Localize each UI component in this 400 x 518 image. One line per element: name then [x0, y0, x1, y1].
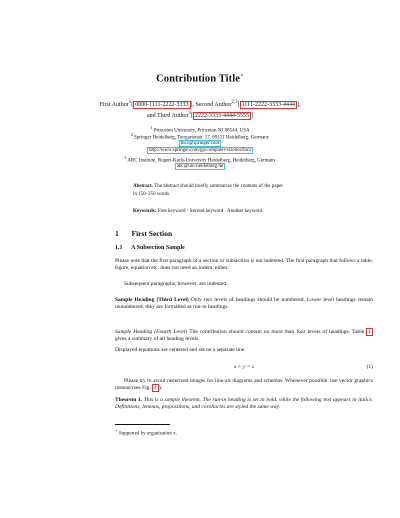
equation-row	[115, 364, 373, 370]
paragraph-2	[115, 281, 373, 288]
second-author-orcid-link[interactable]: 1111-2222-3333-4444	[241, 102, 295, 108]
figure-ref-link[interactable]: 1	[154, 385, 158, 392]
table-ref-link[interactable]: 1	[368, 329, 372, 335]
third-author-orcid-link[interactable]: 2222-3333-4444-5555	[195, 113, 250, 119]
affiliation-3-email-row	[0, 164, 400, 169]
section-number: 1	[115, 229, 119, 238]
fourth-level-heading: Sample Heading (Fourth Level)	[115, 329, 188, 335]
paragraph-4	[115, 329, 373, 343]
section-heading	[115, 229, 172, 238]
footnote-rule	[115, 424, 170, 425]
paragraph-3	[115, 297, 373, 311]
footnote	[115, 428, 177, 437]
affiliation-2-url-row	[0, 148, 400, 153]
affiliation-3-email-link[interactable]: abc@uni-heidelberg.de	[176, 164, 224, 169]
second-author: Second Author	[195, 102, 232, 108]
affiliation-2-url-link[interactable]: http://www.springer.com/gp/computer-science/lncs	[148, 148, 252, 153]
equation-number: (1)	[366, 364, 373, 370]
third-level-heading: Sample Heading (Third Level)	[115, 297, 189, 303]
authors-line-2: and Third Author$^3$[ 2222-3333-4444-5555 ]	[146, 111, 254, 119]
abstract-text: The abstract should briefly summarize the contents of the paper in 150–250 words.	[133, 184, 283, 197]
title-footnote-mark: ⋆	[240, 73, 244, 79]
section-title: First Section	[131, 229, 173, 238]
affiliation-2-email-link[interactable]: lncs@springer.com	[180, 141, 220, 146]
abstract-label: Abstract.	[133, 184, 153, 189]
keywords-text: First keyword · Second keyword · Another keyword	[157, 209, 263, 214]
footnote-text: Supported by organization x.	[118, 431, 177, 437]
paragraph-6-text-b: ).	[159, 385, 163, 392]
third-author: and Third Author	[146, 113, 189, 119]
subsection-number: 1.1	[115, 245, 123, 251]
paragraph-3-text: Only two levels of headings should be numbered. Lower level headings remain unnumbered; they are formatted as run-in headings.	[115, 297, 373, 311]
paragraph-5-text: Displayed equations are centered and set on a separate line.	[115, 347, 246, 353]
paper-title	[0, 72, 400, 85]
subsection-title: A Subsection Sample	[131, 245, 185, 251]
keywords-label: Keywords:	[133, 209, 157, 214]
second-author-sup: 2,3	[231, 100, 238, 105]
affiliation-2-email-row	[0, 141, 400, 146]
paragraph-5	[115, 347, 373, 354]
affiliation-2-num: 2	[130, 132, 133, 137]
theorem-label: Theorem 1.	[115, 397, 143, 403]
affiliation-3-text: ABC Institute, Rupert-Karls-University Heidelberg, Heidelberg, Germany	[127, 158, 276, 164]
paragraph-4-text-b: gives a summary of all heading levels.	[115, 336, 200, 343]
keywords	[133, 208, 283, 216]
first-author-orcid-link[interactable]: 0000-1111-2222-3333	[135, 102, 189, 108]
first-author-sup: 1	[128, 100, 132, 105]
paragraph-1	[115, 258, 373, 272]
affiliation-3-num: 3	[124, 155, 127, 160]
theorem	[115, 397, 373, 411]
paragraph-2-text: Subsequent paragraphs, however, are indented.	[124, 281, 228, 287]
affiliation-1-num: 1	[150, 125, 153, 130]
affiliation-2-text: Springer Heidelberg, Tiergartenstr. 17, 69121 Heidelberg, Germany	[134, 135, 270, 141]
first-author: First Author	[99, 102, 129, 108]
equation: x + y = z	[234, 364, 254, 370]
affiliation-1-text: Princeton University, Princeton NJ 08544, USA	[153, 128, 250, 134]
paragraph-4-text-a: The contribution should contain no more than four levels of headings. Table	[187, 329, 367, 335]
paragraph-6	[115, 378, 373, 392]
theorem-text: This is a sample theorem. The run-in heading is set in bold, while the following text appears in italics. Definitions, lemmas, propositions, and corollaries are styled the same way.	[115, 397, 373, 411]
footnote-mark: ⋆	[115, 428, 118, 433]
abstract	[133, 183, 283, 198]
paragraph-1-text: Please note that the first paragraph of a section or subsection is not indented. The first paragraph that follows a table, figure, equation etc. does not need an indent, either.	[115, 258, 373, 272]
paragraph-6-text-a: Please try to avoid rasterized images for line-art diagrams and schemas. Whenever possible, use vector graphics instead (see Fig.	[115, 378, 373, 392]
author-comma: ,	[298, 102, 301, 108]
title-text: Contribution Title	[156, 73, 241, 85]
third-author-sup: 3	[188, 111, 192, 116]
subsection-heading	[115, 245, 185, 251]
authors-line-1: First Author$^1$[ 0000-1111-2222-3333 ], Second Author$^{2,3}$[ 1111-2222-3333-4444 ],	[99, 100, 301, 108]
